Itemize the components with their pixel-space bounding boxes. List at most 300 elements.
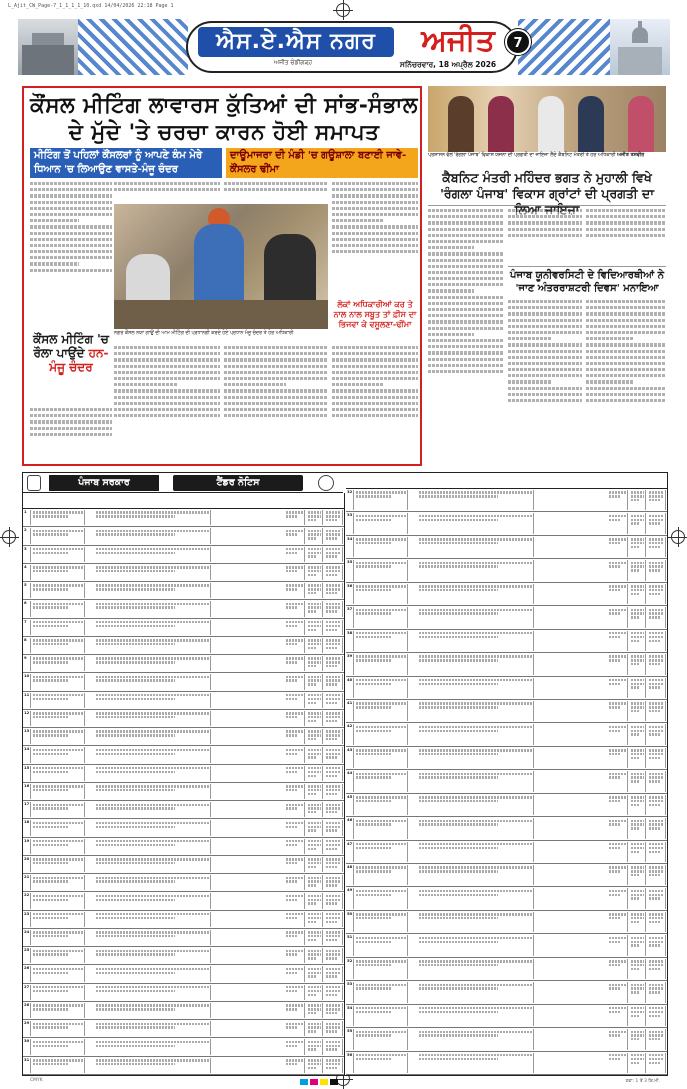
text-line <box>286 935 298 937</box>
text-line <box>96 1004 209 1006</box>
text-line <box>326 548 341 550</box>
text-line <box>308 789 321 791</box>
text-line <box>96 931 209 933</box>
masthead-subtitle: ਅਜੀਤ ਚੰਡੀਗੜ੍ਹ <box>273 59 313 66</box>
text-line <box>33 880 68 882</box>
row-number: 8 <box>23 638 31 653</box>
text-line <box>33 548 83 550</box>
text-line <box>286 1041 303 1043</box>
row-number: 47 <box>346 842 354 862</box>
text-line <box>609 1007 626 1009</box>
table-cell <box>32 711 85 726</box>
table-cell <box>325 565 343 580</box>
registration-mark-icon <box>671 530 685 544</box>
text-line <box>326 555 337 557</box>
text-line <box>332 250 418 256</box>
table-cell <box>32 966 85 981</box>
table-cell <box>418 584 534 604</box>
text-line <box>609 800 621 802</box>
text-line <box>286 570 298 572</box>
text-line <box>308 829 317 831</box>
text-line <box>33 1063 68 1065</box>
table-row <box>346 887 667 910</box>
text-line <box>33 698 68 700</box>
text-line <box>33 785 83 787</box>
row-number: 7 <box>23 620 31 635</box>
table-cell <box>285 693 305 708</box>
text-line <box>356 1058 391 1060</box>
text-line <box>286 661 298 663</box>
text-line <box>326 621 341 623</box>
row-number: 41 <box>346 701 354 721</box>
table-cell <box>285 857 305 872</box>
text-line <box>609 726 626 728</box>
text-line <box>631 585 644 587</box>
table-cell <box>95 839 211 854</box>
text-line <box>649 1015 660 1017</box>
table-cell <box>630 982 646 1002</box>
right-photo-caption-text: ਪ੍ਰਸ਼ਾਸਨ ਵੱਲੋਂ 'ਰੰਗਲਾ ਪੰਜਾਬ' ਵਿਕਾਸ ਯੋਜਨਾ ਦੀ ਪ੍ਰਗਤੀ ਦਾ ਜਾਇਜ਼ਾ ਲੈਂਦੇ ਕੈਬਨਿਟ ਮੰਤਰੀ ਤੇ ਹੋਰ ਅਧਿਕਾਰੀ <box>428 153 616 158</box>
text-line <box>649 753 664 755</box>
text-line <box>356 589 391 591</box>
text-line <box>96 584 209 586</box>
table-row <box>23 710 344 728</box>
table-row <box>23 746 344 764</box>
text-line <box>419 773 532 775</box>
row-number: 26 <box>23 966 31 981</box>
text-line <box>308 880 321 882</box>
table-row <box>346 911 667 934</box>
tender-notice <box>22 472 668 1076</box>
text-line <box>326 603 341 605</box>
text-line <box>286 730 303 732</box>
text-line <box>286 917 298 919</box>
table-cell <box>355 560 408 580</box>
table-cell <box>95 966 211 981</box>
text-line <box>96 570 175 572</box>
table-cell <box>325 985 343 1000</box>
text-line <box>33 917 68 919</box>
university-headline: ਪੰਜਾਬ ਯੂਨੀਵਰਸਿਟੀ ਦੇ ਵਿਦਿਆਰਥੀਆਂ ਨੇ 'ਜਾਣ ਅੰਤਰਰਾਸ਼ਟਰੀ ਦਿਵਸ' ਮਨਾਇਆ <box>508 266 666 295</box>
table-cell <box>418 959 534 979</box>
text-line <box>649 897 660 899</box>
text-line <box>419 941 498 943</box>
text-line <box>631 589 644 591</box>
text-line <box>96 826 175 828</box>
text-line <box>649 917 664 919</box>
story-column <box>332 182 418 298</box>
row-number: 39 <box>346 654 354 674</box>
story-column <box>508 300 582 466</box>
text-line <box>308 570 321 572</box>
text-line <box>356 820 406 822</box>
table-cell <box>608 701 628 721</box>
table-cell <box>285 601 305 616</box>
table-cell <box>95 510 211 525</box>
text-line <box>96 1059 209 1061</box>
text-line <box>631 870 644 872</box>
table-cell <box>355 607 408 627</box>
row-number: 1 <box>23 510 31 525</box>
text-line <box>649 960 664 962</box>
text-line <box>326 913 341 915</box>
table-cell <box>648 490 666 510</box>
table-cell <box>648 654 666 674</box>
table-cell <box>608 1053 628 1073</box>
text-line <box>286 588 298 590</box>
text-line <box>326 698 341 700</box>
table-cell <box>648 818 666 838</box>
story-column <box>30 408 112 464</box>
text-line <box>419 749 532 751</box>
table-row <box>23 783 344 801</box>
text-line <box>356 1011 391 1013</box>
text-line <box>609 847 621 849</box>
text-line <box>33 566 83 568</box>
text-line <box>96 679 175 681</box>
text-line <box>609 776 621 778</box>
table-cell <box>285 656 305 671</box>
right-photo-caption <box>428 153 666 159</box>
text-line <box>649 519 664 521</box>
text-line <box>286 913 303 915</box>
row-number: 53 <box>346 982 354 1002</box>
table-cell <box>32 802 85 817</box>
text-line <box>96 785 209 787</box>
table-cell <box>32 948 85 963</box>
table-cell <box>355 771 408 791</box>
text-line <box>326 953 341 955</box>
text-line <box>508 399 582 405</box>
row-number: 24 <box>23 930 31 945</box>
text-line <box>419 894 498 896</box>
text-line <box>649 659 664 661</box>
table-cell <box>355 1053 408 1073</box>
text-line <box>326 1026 341 1028</box>
table-cell <box>325 930 343 945</box>
text-line <box>609 941 621 943</box>
text-line <box>33 840 83 842</box>
text-line <box>609 843 626 845</box>
text-line <box>33 621 83 623</box>
table-row <box>23 1020 344 1038</box>
text-line <box>609 706 621 708</box>
text-line <box>631 640 640 642</box>
table-row <box>23 527 344 545</box>
table-cell <box>307 839 323 854</box>
text-line <box>33 676 83 678</box>
text-line <box>326 917 341 919</box>
row-number: 27 <box>23 985 31 1000</box>
table-row <box>23 765 344 783</box>
table-cell <box>32 729 85 744</box>
table-row <box>23 673 344 691</box>
table-cell <box>307 620 323 635</box>
table-cell <box>355 584 408 604</box>
text-line <box>356 866 406 868</box>
text-line <box>308 1030 317 1032</box>
text-line <box>96 972 175 974</box>
department-logo-icon <box>318 475 334 491</box>
text-line <box>356 1007 406 1009</box>
table-cell <box>285 547 305 562</box>
text-line <box>96 625 175 627</box>
text-line <box>326 921 337 923</box>
tender-header <box>23 473 343 493</box>
text-line <box>286 584 303 586</box>
table-row <box>346 606 667 629</box>
table-cell <box>418 818 534 838</box>
text-line <box>649 1011 664 1013</box>
text-line <box>419 538 532 540</box>
table-row <box>346 559 667 582</box>
table-cell <box>355 701 408 721</box>
text-line <box>326 629 337 631</box>
text-line <box>96 661 175 663</box>
table-cell <box>32 820 85 835</box>
text-line <box>609 1031 626 1033</box>
table-cell <box>307 1039 323 1054</box>
text-line <box>419 683 498 685</box>
council-meeting-photo <box>114 204 328 329</box>
text-line <box>286 515 298 517</box>
text-line <box>649 827 660 829</box>
text-line <box>631 1015 640 1017</box>
text-line <box>326 574 337 576</box>
text-line <box>96 1041 209 1043</box>
text-line <box>326 639 341 641</box>
text-line <box>286 511 303 513</box>
table-cell <box>32 693 85 708</box>
text-line <box>609 491 626 493</box>
text-line <box>326 1063 341 1065</box>
table-cell <box>608 888 628 908</box>
table-cell <box>95 912 211 927</box>
text-line <box>326 566 341 568</box>
table-cell <box>325 839 343 854</box>
table-cell <box>630 724 646 744</box>
table-cell <box>630 513 646 533</box>
text-line <box>356 491 406 493</box>
table-cell <box>630 912 646 932</box>
row-number: 6 <box>23 601 31 616</box>
text-line <box>308 935 321 937</box>
text-line <box>286 1008 298 1010</box>
table-cell <box>355 795 408 815</box>
text-line <box>33 588 68 590</box>
text-line <box>419 1007 532 1009</box>
text-line <box>33 625 68 627</box>
text-line <box>631 941 644 943</box>
text-line <box>96 730 209 732</box>
text-line <box>649 913 664 915</box>
table-row <box>23 929 344 947</box>
footer <box>30 1078 660 1086</box>
text-line <box>286 771 298 773</box>
text-line <box>286 749 303 751</box>
table-cell <box>285 948 305 963</box>
text-line <box>631 847 644 849</box>
table-cell <box>325 912 343 927</box>
text-line <box>308 720 317 722</box>
color-swatch <box>320 1079 328 1085</box>
cabinet-minister-photo <box>428 86 666 152</box>
text-line <box>631 773 644 775</box>
text-line <box>586 234 666 240</box>
table-cell <box>648 607 666 627</box>
text-line <box>326 935 341 937</box>
table-cell <box>307 747 323 762</box>
text-line <box>356 843 406 845</box>
text-line <box>326 902 337 904</box>
text-line <box>33 986 83 988</box>
text-line <box>286 1026 298 1028</box>
text-line <box>308 990 321 992</box>
text-line <box>33 953 68 955</box>
text-line <box>326 1041 341 1043</box>
main-story <box>22 86 422 466</box>
text-line <box>96 990 175 992</box>
row-number: 19 <box>23 839 31 854</box>
text-line <box>308 884 317 886</box>
footer-left: CMYK <box>30 1078 43 1083</box>
text-line <box>649 1034 664 1036</box>
text-line <box>326 537 337 539</box>
text-line <box>308 957 317 959</box>
text-line <box>326 702 337 704</box>
text-line <box>33 935 68 937</box>
text-line <box>326 771 341 773</box>
table-row <box>346 536 667 559</box>
text-line <box>308 519 317 521</box>
table-cell <box>285 966 305 981</box>
table-cell <box>355 982 408 1002</box>
text-line <box>649 565 664 567</box>
text-line <box>609 823 621 825</box>
text-line <box>631 937 644 939</box>
text-line <box>33 771 68 773</box>
text-line <box>308 1004 321 1006</box>
text-line <box>96 716 175 718</box>
text-line <box>326 511 341 513</box>
table-cell <box>355 1006 408 1026</box>
table-row <box>346 489 667 512</box>
text-line <box>356 609 406 611</box>
text-line <box>308 1012 317 1014</box>
text-line <box>286 603 303 605</box>
table-cell <box>325 747 343 762</box>
text-line <box>419 726 532 728</box>
text-line <box>609 890 626 892</box>
row-number: 21 <box>23 875 31 890</box>
table-cell <box>630 490 646 510</box>
table-cell <box>32 857 85 872</box>
table-cell <box>32 1003 85 1018</box>
text-line <box>33 767 83 769</box>
text-line <box>419 1011 498 1013</box>
table-row <box>23 838 344 856</box>
text-line <box>326 994 337 996</box>
text-line <box>286 552 298 554</box>
text-line <box>631 820 644 822</box>
text-line <box>326 610 337 612</box>
table-cell <box>32 766 85 781</box>
text-line <box>286 844 298 846</box>
table-cell <box>95 729 211 744</box>
side-headline-black: ਕੌਂਸਲ ਮੀਟਿੰਗ 'ਚ ਰੌਲਾ ਪਾਉਂਦੇ <box>33 332 109 360</box>
table-cell <box>630 537 646 557</box>
text-line <box>649 491 664 493</box>
text-line <box>224 414 328 420</box>
text-line <box>308 665 317 667</box>
table-cell <box>32 1058 85 1073</box>
text-line <box>326 584 341 586</box>
text-line <box>609 894 621 896</box>
text-line <box>326 661 341 663</box>
text-line <box>286 880 298 882</box>
text-line <box>308 994 317 996</box>
text-line <box>419 562 532 564</box>
text-line <box>631 984 644 986</box>
text-line <box>631 944 640 946</box>
text-line <box>286 753 298 755</box>
table-row <box>346 630 667 653</box>
text-line <box>326 822 341 824</box>
text-line <box>96 753 175 755</box>
text-line <box>649 987 664 989</box>
story-column <box>332 346 418 464</box>
text-line <box>308 840 321 842</box>
table-cell <box>608 865 628 885</box>
table-cell <box>630 1053 646 1073</box>
text-line <box>286 972 298 974</box>
table-row <box>346 1028 667 1051</box>
table-cell <box>95 565 211 580</box>
table-cell <box>418 490 534 510</box>
table-cell <box>325 656 343 671</box>
text-line <box>326 1012 337 1014</box>
text-line <box>631 890 644 892</box>
text-line <box>33 807 68 809</box>
text-line <box>30 433 112 439</box>
table-cell <box>285 620 305 635</box>
table-row <box>23 856 344 874</box>
footer-right: ਹਵਾ: 1 ਤੋਂ 3 ਕਿ.ਮੀ. <box>625 1079 660 1084</box>
text-line <box>649 1038 660 1040</box>
table-cell <box>32 583 85 598</box>
text-line <box>326 716 341 718</box>
text-line <box>33 972 68 974</box>
table-cell <box>285 711 305 726</box>
text-line <box>286 734 298 736</box>
text-line <box>308 902 317 904</box>
text-line <box>631 562 644 564</box>
table-cell <box>648 771 666 791</box>
text-line <box>419 937 532 939</box>
text-line <box>649 522 660 524</box>
text-line <box>419 585 532 587</box>
text-line <box>356 776 391 778</box>
text-line <box>96 511 209 513</box>
table-cell <box>325 547 343 562</box>
table-row <box>346 794 667 817</box>
table-row <box>346 1052 667 1075</box>
text-line <box>649 870 664 872</box>
table-cell <box>95 547 211 562</box>
text-line <box>649 632 664 634</box>
text-line <box>33 913 83 915</box>
row-number: 43 <box>346 748 354 768</box>
